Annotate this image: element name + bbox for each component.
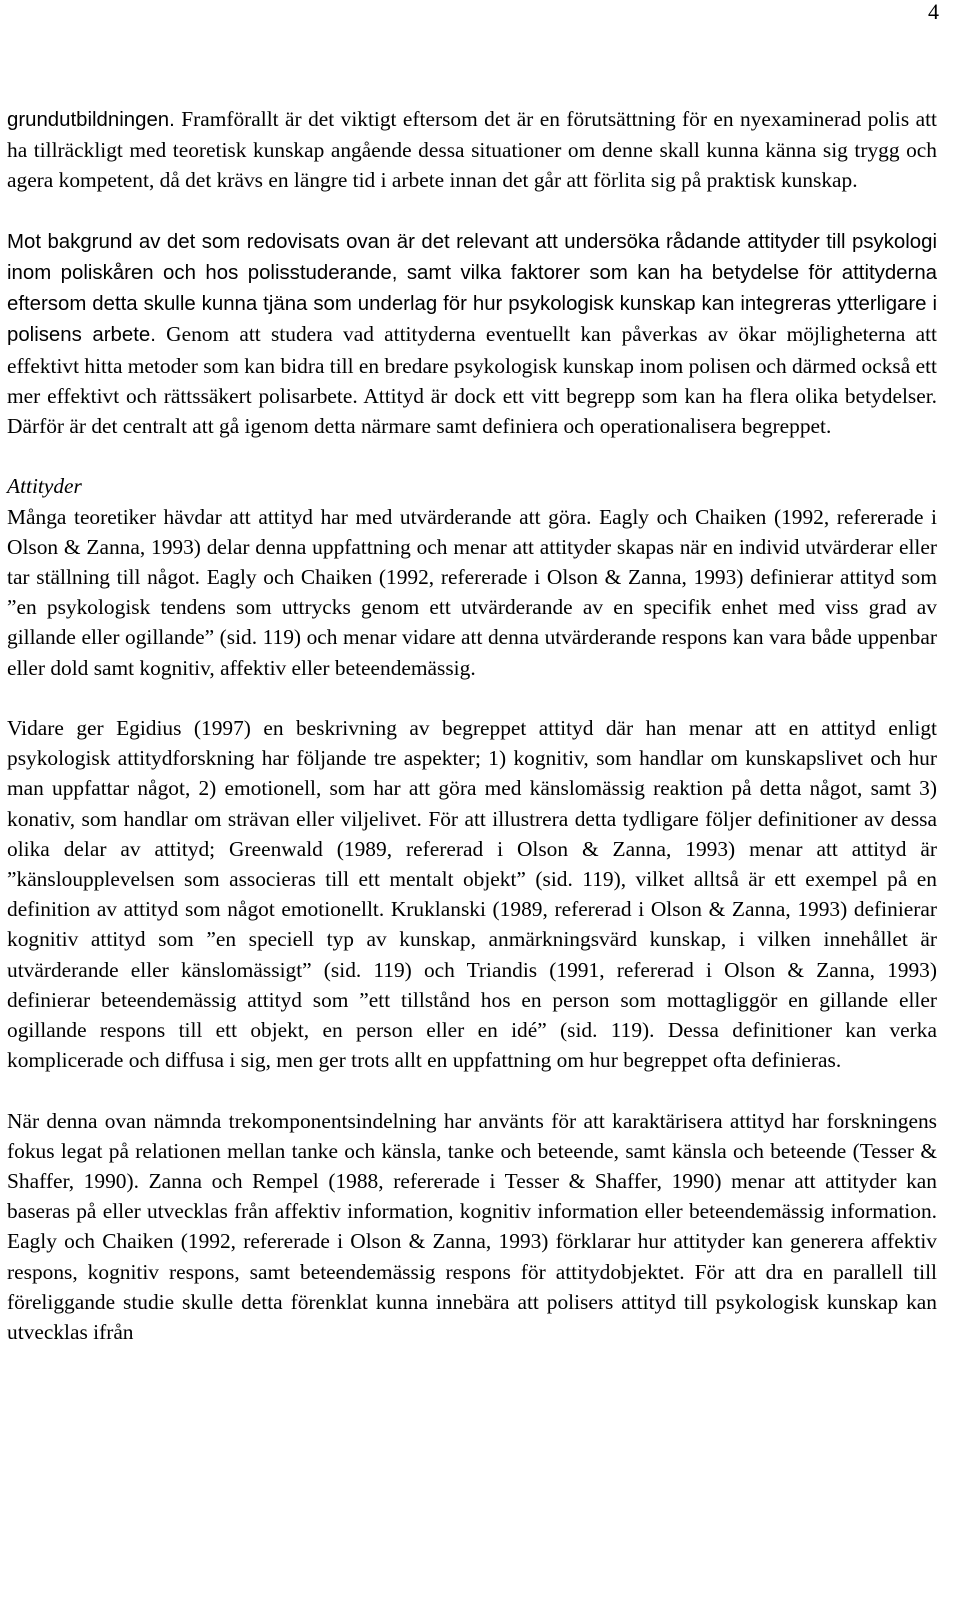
paragraph-2 xyxy=(7,226,937,441)
page-number: 4 xyxy=(928,0,939,24)
paragraph-4: Vidare ger Egidius (1997) en beskrivning av begreppet attityd där han menar att en attityd enligt psykologisk attitydforskning har följande tre aspekter; 1) kognitiv, som handlar om kunskapslivet och hur man uppfattar något, 2) emotionell, som har att göra med känslomässig reaktion på detta något, samt 3) konativ, som handlar om strävan eller viljelivet. För att illustrera detta tydligare följer definitioner av dessa olika delar av attityd; Greenwald (1989, refererad i Olson & Zanna, 1993) menar att attityd är ”känsloupplevelsen som associeras till ett mentalt objekt” (sid. 119), vilket alltså är ett exempel på en definition av attityd som något emotionellt. Kruklanski (1989, refererad i Olson & Zanna, 1993) definierar kognitiv attityd som ”en speciell typ av kunskap, anmärkningsvärd kunskap, i vilken innehållet är utvärderande eller känslomässigt” (sid. 119) och Triandis (1991, refererad i Olson & Zanna, 1993) definierar beteendemässig attityd som ”ett tillstånd hos en person som mottagliggör en gillande eller ogillande respons till ett objekt, en person eller en idé” (sid. 119). Dessa definitioner kan verka komplicerade och diffusa i sig, men ger trots allt en uppfattning om hur begreppet ofta definieras. xyxy=(7,716,937,1073)
paragraph-1-rest: Framförallt är det viktigt eftersom det är en förutsättning för en nyexaminerad polis att ha tillräckligt med teoretisk kunskap angående dessa situationer om denne skall kunna känna sig trygg och agera kompetent, då det krävs en längre tid i arbete innan det går att förlita sig på praktisk kunskap. xyxy=(7,107,937,193)
paragraph-1 xyxy=(7,104,937,196)
paragraph-2-rest: Genom att studera vad attityderna eventuellt kan påverkas av ökar möjligheterna att effektivt hitta metoder som kan bidra till en bredare psykologisk kunskap inom polisen och därmed också ett mer effektivt och rättssäkert polisarbete. Attityd är dock ett vitt begrepp som kan ha flera olika betydelser. Därför är det centralt att gå igenom detta närmare samt definiera och operationalisera begreppet. xyxy=(7,322,937,439)
document-body xyxy=(7,104,937,1347)
paragraph-3: Många teoretiker hävdar att attityd har med utvärderande att göra. Eagly och Chaiken (1992, refererade i Olson & Zanna, 1993) delar denna uppfattning och menar att attityder skapas när en individ utvärderar eller tar ställning till något. Eagly och Chaiken (1992, refererade i Olson & Zanna, 1993) definierar attityd som ”en psykologisk tendens som uttrycks genom ett utvärderande av en specifik enhet med viss grad av gillande eller ogillande” (sid. 119) och menar vidare att denna utvärderande respons kan vara både uppenbar eller dold samt kognitiv, affektiv eller beteendemässig. xyxy=(7,504,937,680)
paragraph-5: När denna ovan nämnda trekomponentsindelning har använts för att karaktärisera attityd har forskningens fokus legat på relationen mellan tanke och känsla, tanke och beteende, samt känsla och beteende (Tesser & Shaffer, 1990). Zanna och Rempel (1988, refererade i Tesser & Shaffer, 1990) menar att attityder kan baseras på eller utvecklas från affektiv information, kognitiv information eller beteendemässig information. Eagly och Chaiken (1992, refererade i Olson & Zanna, 1993) förklarar hur attityder kan generera affektiv respons, kognitiv respons, samt beteendemässig respons för attitydobjektet. För att dra en parallell till föreliggande studie skulle detta förenklat kunna innebära att polisers attityd till psykologisk kunskap kan utvecklas ifrån xyxy=(7,1108,937,1345)
section-heading: Attityder xyxy=(7,474,82,499)
paragraph-2-start: Mot bakgrund av det som redovisats ovan är det relevant att undersöka rådande attityder till psykologi inom poliskåren och hos polisstuderande, samt vilka faktorer som kan ha betydelse för attityderna eftersom detta skulle kunna tjäna som underlag för hur psykologisk kunskap kan integreras ytterligare i polisens arbete. xyxy=(7,230,937,347)
paragraph-1-start: grundutbildningen. xyxy=(7,109,175,131)
